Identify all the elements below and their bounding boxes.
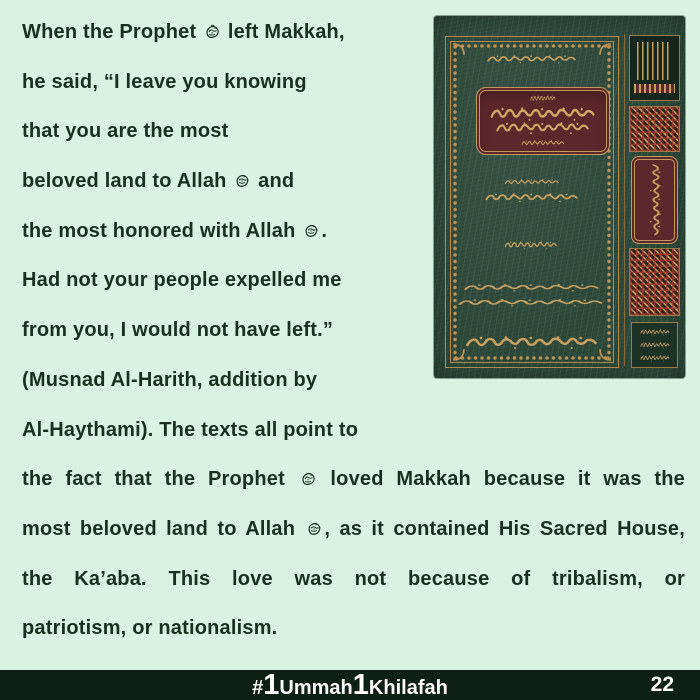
text-segment: . bbox=[321, 219, 328, 242]
spine-pattern-bottom bbox=[629, 248, 680, 316]
cover-title-calligraphy bbox=[495, 122, 591, 135]
saw-calligraphy-icon bbox=[203, 23, 221, 41]
text-segment: the most honored with Allah bbox=[22, 219, 302, 242]
text-segment: that you are the most bbox=[22, 120, 229, 143]
hashtag-part: 1 bbox=[352, 669, 369, 700]
cover-author-calligraphy bbox=[484, 193, 580, 203]
jalla-calligraphy-icon bbox=[305, 520, 323, 538]
spine-pattern-top bbox=[629, 106, 680, 152]
footer-bar bbox=[0, 670, 700, 700]
spine-publisher-panel bbox=[631, 322, 678, 368]
cover-title-calligraphy bbox=[530, 95, 556, 103]
text-segment: patriotism, or nationalism. bbox=[22, 617, 278, 640]
text-line bbox=[22, 505, 685, 555]
spine-publisher-calligraphy bbox=[640, 355, 670, 362]
book-spine bbox=[624, 16, 685, 378]
cover-series-calligraphy bbox=[486, 55, 578, 64]
cover-title-panel bbox=[476, 87, 610, 155]
corner-ornament-icon bbox=[599, 348, 612, 361]
cover-footnote-calligraphy bbox=[456, 299, 606, 307]
text-segment: most beloved land to Allah bbox=[22, 517, 305, 540]
page-number: 22 bbox=[650, 673, 674, 696]
hashtag-part: 1 bbox=[263, 669, 280, 700]
corner-ornament-icon bbox=[452, 43, 465, 56]
text-segment: When the Prophet bbox=[22, 21, 203, 43]
cover-footnote-calligraphy bbox=[462, 284, 602, 292]
saw-calligraphy-icon bbox=[299, 470, 317, 488]
text-segment: he said, “I leave you knowing bbox=[22, 70, 307, 93]
text-segment: (Musnad Al-Harith, addition by bbox=[22, 368, 318, 391]
hashtag-part: # bbox=[252, 677, 264, 699]
jalla-calligraphy-icon bbox=[302, 222, 320, 240]
text-line bbox=[22, 406, 685, 456]
spine-title-calligraphy bbox=[649, 163, 661, 237]
corner-ornament-icon bbox=[599, 43, 612, 56]
hashtag-part: Ummah bbox=[279, 677, 353, 699]
cover-title-calligraphy bbox=[521, 140, 565, 147]
book-cover bbox=[434, 16, 685, 378]
text-segment: , as it contained His Sacred House, bbox=[324, 517, 686, 540]
spine-publisher-emblem bbox=[629, 35, 680, 101]
cover-editor-calligraphy bbox=[504, 179, 560, 186]
cover-volume-calligraphy bbox=[504, 241, 558, 250]
cover-bottom-cartouche bbox=[464, 336, 600, 350]
spine-publisher-calligraphy bbox=[640, 342, 670, 349]
text-segment: from you, I would not have left.” bbox=[22, 319, 334, 342]
spine-publisher-calligraphy bbox=[640, 329, 670, 336]
spine-divider bbox=[624, 34, 625, 366]
text-segment: the Ka’aba. This love was not because of tribalism, or bbox=[22, 567, 685, 590]
hashtag-part: Khilafah bbox=[368, 677, 448, 699]
text-segment: Al-Haythami). The texts all point to bbox=[22, 418, 359, 441]
text-line bbox=[22, 604, 685, 654]
text-segment: beloved land to Allah bbox=[22, 170, 233, 193]
text-line bbox=[22, 555, 685, 605]
cover-title-calligraphy bbox=[489, 107, 597, 122]
spine-title-panel bbox=[631, 156, 678, 244]
publisher-strip bbox=[634, 84, 675, 93]
text-segment: left Makkah, bbox=[222, 21, 345, 43]
hashtag-label bbox=[0, 670, 700, 700]
text-segment: loved Makkah because it was the bbox=[317, 468, 685, 491]
text-line bbox=[22, 455, 685, 505]
publisher-logo-icon bbox=[637, 42, 672, 80]
jalla-calligraphy-icon bbox=[233, 172, 251, 190]
text-segment: and bbox=[252, 170, 295, 193]
text-segment: Had not your people expelled me bbox=[22, 269, 342, 292]
text-segment: the fact that the Prophet bbox=[22, 468, 298, 491]
